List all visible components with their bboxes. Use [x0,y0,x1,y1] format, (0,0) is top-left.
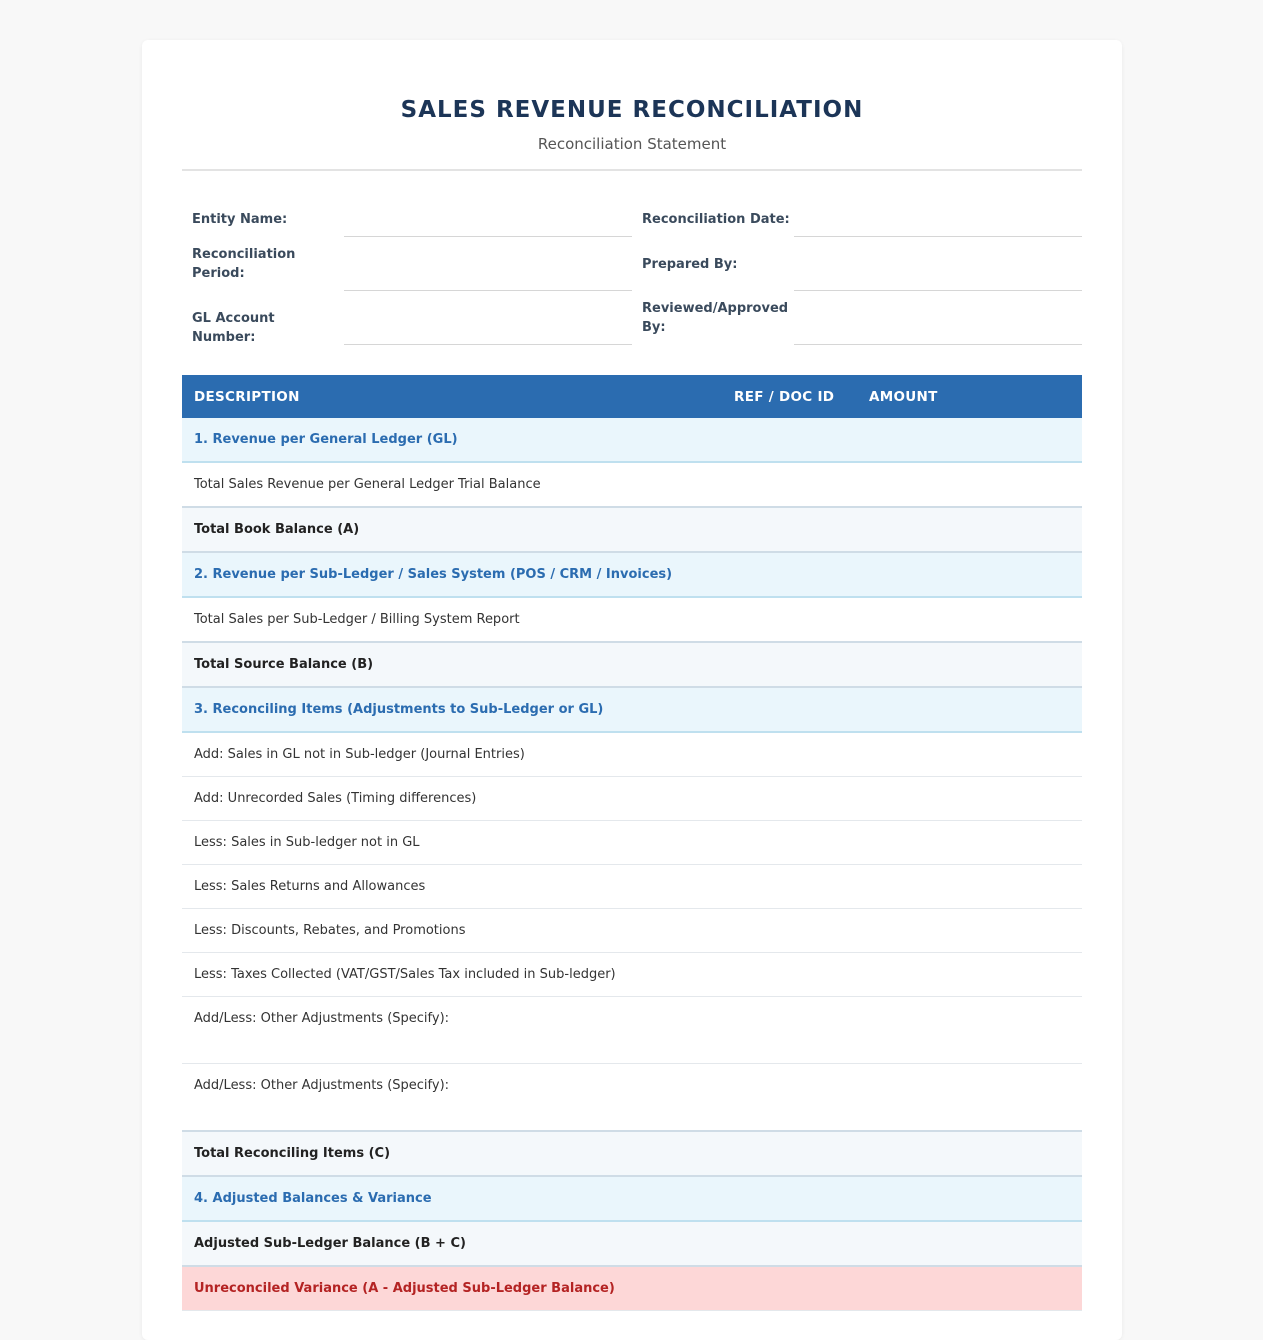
amount-cell[interactable] [857,997,1082,1064]
amount-cell[interactable] [857,1131,1082,1176]
reconciliation-period-field[interactable] [344,290,632,291]
amount-cell[interactable] [857,507,1082,552]
amount-cell[interactable] [857,1064,1082,1131]
ref-cell [722,642,857,687]
total-row-source-balance [182,642,1082,687]
row-description: Less: Discounts, Rebates, and Promotions [182,909,722,953]
section-row-reconciling-items [182,687,1082,732]
table-row [182,597,1082,642]
entity-name-label: Entity Name: [192,212,288,227]
row-description: Total Sales Revenue per General Ledger Trial Balance [182,462,722,507]
ref-cell[interactable] [722,821,857,865]
ref-cell[interactable] [722,953,857,997]
ref-cell [722,1221,857,1266]
ref-cell[interactable] [722,732,857,777]
row-description: Total Reconciling Items (C) [182,1131,722,1176]
title-divider [182,169,1082,171]
row-description: Less: Taxes Collected (VAT/GST/Sales Tax included in Sub-ledger) [182,953,722,997]
row-description: Less: Sales Returns and Allowances [182,865,722,909]
row-description: Add/Less: Other Adjustments (Specify): [182,997,722,1064]
total-row-reconciling-items [182,1131,1082,1176]
section-label: 3. Reconciling Items (Adjustments to Sub-Ledger or GL) [182,687,1082,732]
section-label: 2. Revenue per Sub-Ledger / Sales System (POS / CRM / Invoices) [182,552,1082,597]
amount-cell[interactable] [857,1221,1082,1266]
prepared-by-field[interactable] [794,290,1082,291]
table-row [182,909,1082,953]
row-description: Total Book Balance (A) [182,507,722,552]
reconciliation-period-label: Reconciliation Period: [192,247,296,281]
amount-cell[interactable] [857,642,1082,687]
amount-cell[interactable] [857,1266,1082,1311]
description-column-header: DESCRIPTION [182,375,722,418]
amount-cell[interactable] [857,732,1082,777]
gl-account-number-label: GL Account Number: [192,311,275,345]
amount-cell[interactable] [857,821,1082,865]
reconciliation-date-label: Reconciliation Date: [642,212,790,227]
table-row [182,1064,1082,1131]
total-row-book-balance [182,507,1082,552]
prepared-by-label: Prepared By: [642,257,738,272]
amount-cell[interactable] [857,777,1082,821]
ref-cell[interactable] [722,597,857,642]
table-row [182,777,1082,821]
table-row [182,865,1082,909]
section-label: 1. Revenue per General Ledger (GL) [182,418,1082,462]
table-row [182,953,1082,997]
table-row [182,997,1082,1064]
row-description: Add: Sales in GL not in Sub-ledger (Journal Entries) [182,732,722,777]
ref-cell[interactable] [722,1064,857,1131]
section-row-gl [182,418,1082,462]
page-title: SALES REVENUE RECONCILIATION [400,97,864,123]
row-description: Less: Sales in Sub-ledger not in GL [182,821,722,865]
ref-cell [722,507,857,552]
total-row-adjusted-subledger [182,1221,1082,1266]
reviewed-approved-by-field[interactable] [794,344,1082,345]
reconciliation-table [182,375,1082,1311]
section-row-adjusted-balances [182,1176,1082,1221]
amount-column-header: AMOUNT [857,375,1082,418]
section-label: 4. Adjusted Balances & Variance [182,1176,1082,1221]
ref-cell[interactable] [722,909,857,953]
row-description: Total Sales per Sub-Ledger / Billing System Report [182,597,722,642]
ref-cell[interactable] [722,997,857,1064]
row-description: Total Source Balance (B) [182,642,722,687]
amount-cell[interactable] [857,462,1082,507]
row-description: Add/Less: Other Adjustments (Specify): [182,1064,722,1131]
ref-cell[interactable] [722,865,857,909]
row-description: Unreconciled Variance (A - Adjusted Sub-Ledger Balance) [182,1266,722,1311]
reconciliation-date-field[interactable] [794,236,1082,237]
row-description: Adjusted Sub-Ledger Balance (B + C) [182,1221,722,1266]
amount-cell[interactable] [857,953,1082,997]
ref-cell [722,1131,857,1176]
ref-cell [722,1266,857,1311]
reviewed-approved-by-label: Reviewed/Approved By: [642,301,789,335]
ref-cell[interactable] [722,777,857,821]
table-row [182,821,1082,865]
section-row-subledger [182,552,1082,597]
page-subtitle: Reconciliation Statement [537,135,727,153]
table-row [182,732,1082,777]
row-description: Add: Unrecorded Sales (Timing differences) [182,777,722,821]
reconciliation-card [142,40,1122,1340]
table-row [182,462,1082,507]
ref-column-header: REF / DOC ID [722,375,857,418]
amount-cell[interactable] [857,909,1082,953]
table-header-row [182,375,1082,418]
entity-name-field[interactable] [344,236,632,237]
gl-account-number-field[interactable] [344,344,632,345]
variance-row [182,1266,1082,1311]
meta-fields [182,200,1082,385]
amount-cell[interactable] [857,865,1082,909]
ref-cell[interactable] [722,462,857,507]
amount-cell[interactable] [857,597,1082,642]
